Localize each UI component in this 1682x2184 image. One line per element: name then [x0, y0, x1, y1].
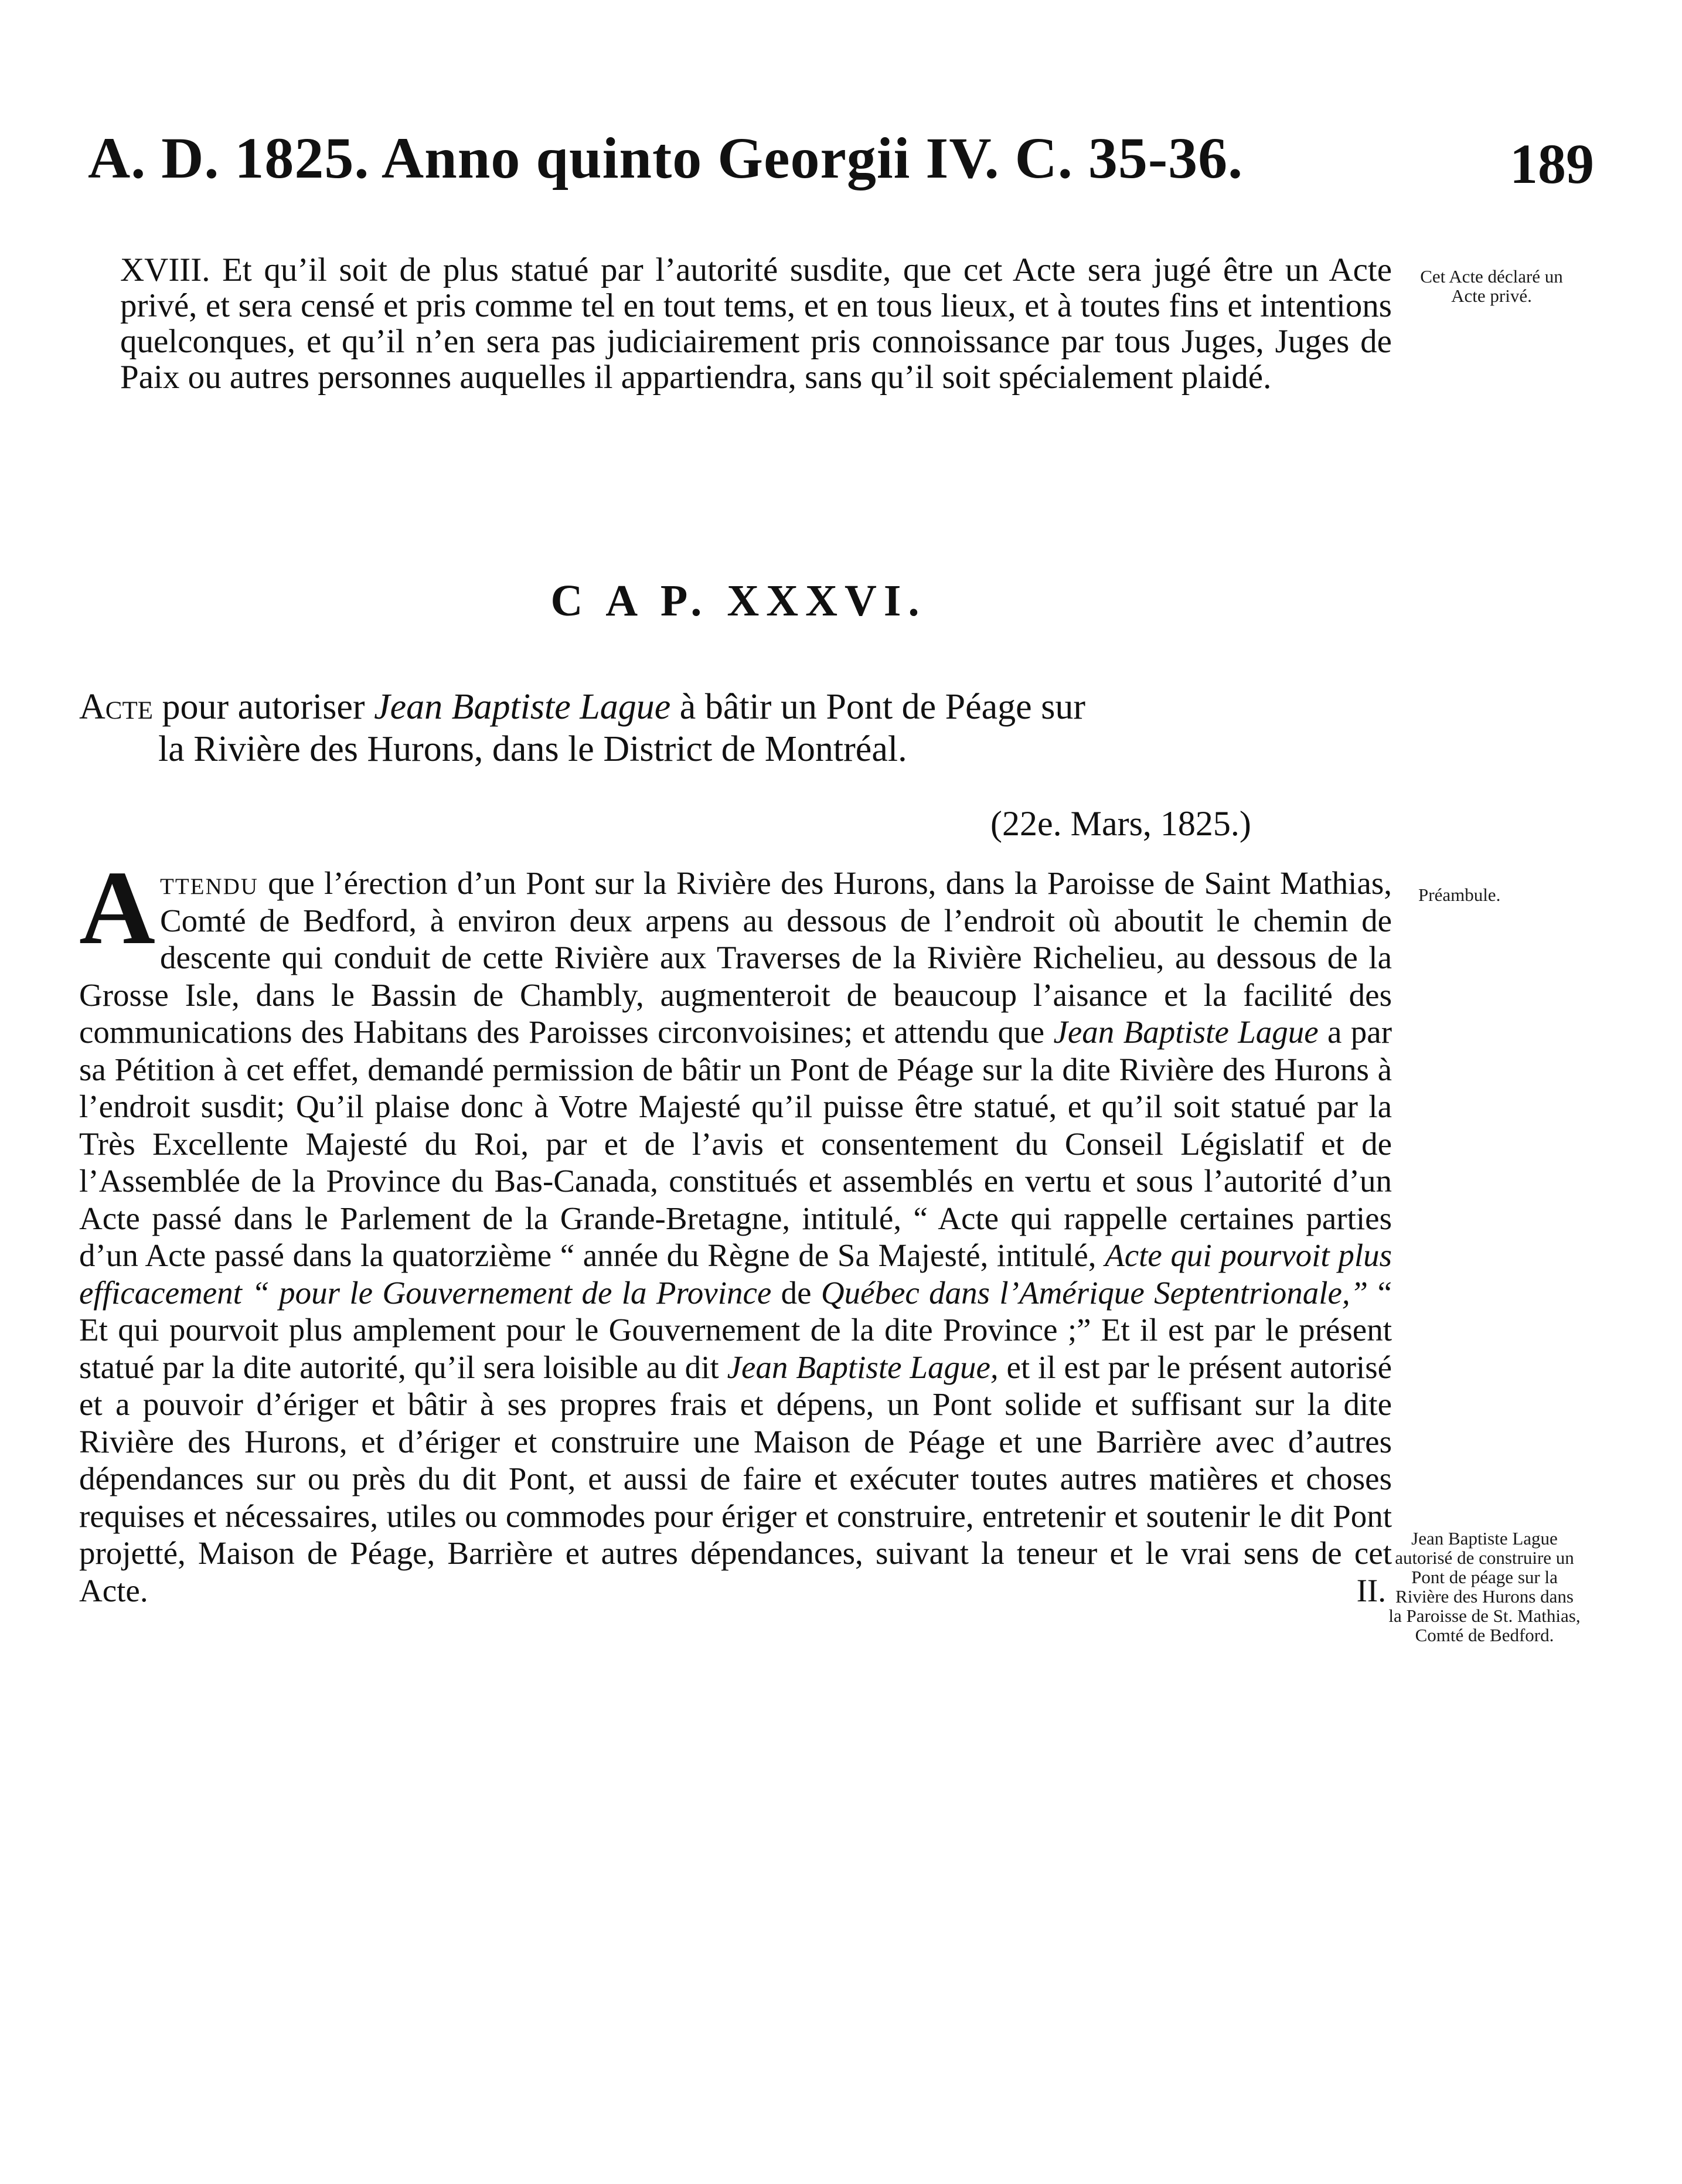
- act-title-line2: la Rivière des Hurons, dans le District de Montréal.: [158, 729, 907, 769]
- act-title-acte-word: Acte: [79, 687, 153, 727]
- section-xviii-paragraph: [79, 252, 1392, 395]
- section-xviii-text: XVIII. Et qu’il soit de plus statué par l’autorité susdite, que cet Acte sera jugé être un Acte privé, et sera censé et pris comme tel en tout tems, et en tous lieux, et à toutes fins et intentions quelconques, et qu’il n’en sera pas judiciairement pris connoissance par tous Juges, Juges de Paix ou autres personnes auquelles il appartiendra, sans qu’il soit spécialement plaidé.: [120, 251, 1392, 396]
- act-title-part2: à bâtir un Pont de Péage sur: [679, 687, 1085, 727]
- margin-note-lague-autorise: Jean Baptiste Lague autorisé de construire un Pont de péage sur la Rivière des Hurons dans la Paroisse de St. Mathias, Comté de Bedford.: [1388, 1528, 1581, 1645]
- act-date: (22e. Mars, 1825.): [990, 804, 1251, 843]
- preamble-quote-italic2: Québec dans l’Amérique Septentrionale,”: [820, 1274, 1368, 1311]
- preamble-paragraph: [79, 849, 1392, 1609]
- preamble-quote-de: de: [781, 1274, 812, 1311]
- chapter-heading: C A P. XXXVI.: [550, 576, 927, 625]
- preamble-seg4: et il est par le présent autorisé et a pouvoir d’ériger et bâtir à ses propres frais et dépens, un Pont solide et suffisant sur la dite Rivière des Hurons, et d’ériger et construire une Maison de Péage et une Barrière avec d’autres dépendances sur ou près du dit Pont, et aussi de faire et exécuter toutes autres matières et choses requises et nécessaires, utiles ou commodes pour ériger et construire, entretenir et soutenir le dit Pont projetté, Maison de Péage, Barrière et autres dépendances, suivant la teneur et le vrai sens de cet Acte.: [79, 1349, 1392, 1608]
- drop-cap-rest: ttendu: [160, 865, 258, 901]
- act-title: [79, 686, 1392, 770]
- preamble-name2: Jean Baptiste Lague,: [727, 1349, 999, 1385]
- preamble-seg3: “ Et qui pourvoit plus amplement pour le Gouvernement de la dite Province ;” Et il est par le présent statué par la dite autorité, qu’il sera loisible au dit: [79, 1274, 1392, 1385]
- act-title-part1: pour autoriser: [162, 687, 365, 727]
- drop-cap: A: [79, 849, 155, 966]
- margin-note-acte-prive: Cet Acte déclaré un Acte privé.: [1420, 266, 1563, 306]
- preamble-seg2: a par sa Pétition à cet effet, demandé permission de bâtir un Pont de Péage sur la dite Rivière des Hurons à l’endroit susdit; Qu’il plaise donc à Votre Majesté qu’il puisse être statué, et qu’il soit statué par la Très Excellente Majesté du Roi, par et de l’avis et consentement du Conseil Législatif et de l’Assemblée de la Province du Bas-Canada, constitués et assemblés en vertu et sous l’autorité d’un Acte passé dans le Parlement de la Grande-Bretagne, intitulé, “ Acte qui rappelle certaines parties d’un Acte passé dans la quatorzième “ année du Règne de Sa Majesté, intitulé,: [79, 1014, 1392, 1273]
- page-number: 189: [1510, 132, 1594, 195]
- preamble-name1: Jean Baptiste Lague: [1053, 1014, 1319, 1050]
- act-title-person-name: Jean Baptiste Lague: [374, 687, 671, 727]
- running-header-title: A. D. 1825. Anno quinto Georgii IV. C. 35-36.: [88, 125, 1244, 190]
- margin-note-preambule: Préambule.: [1418, 885, 1501, 905]
- preamble-seg1: que l’érection d’un Pont sur la Rivière des Hurons, dans la Paroisse de Saint Mathias, Comté de Bedford, à environ deux arpens au dessous de l’endroit où aboutit le chemin de descente qui conduit de cette Rivière aux Traverses de la Rivière Richelieu, au dessous de la Grosse Isle, dans le Bassin de Chambly, augmenteroit de beaucoup l’aisance et la facilité des communications des Habitans des Paroisses circonvoisines; et attendu que: [79, 865, 1392, 1050]
- preamble-quote-italic: Acte qui pourvoit plus efficacement “ pour le Gouvernement de la Province: [79, 1237, 1392, 1311]
- catchword: II.: [1356, 1572, 1386, 1608]
